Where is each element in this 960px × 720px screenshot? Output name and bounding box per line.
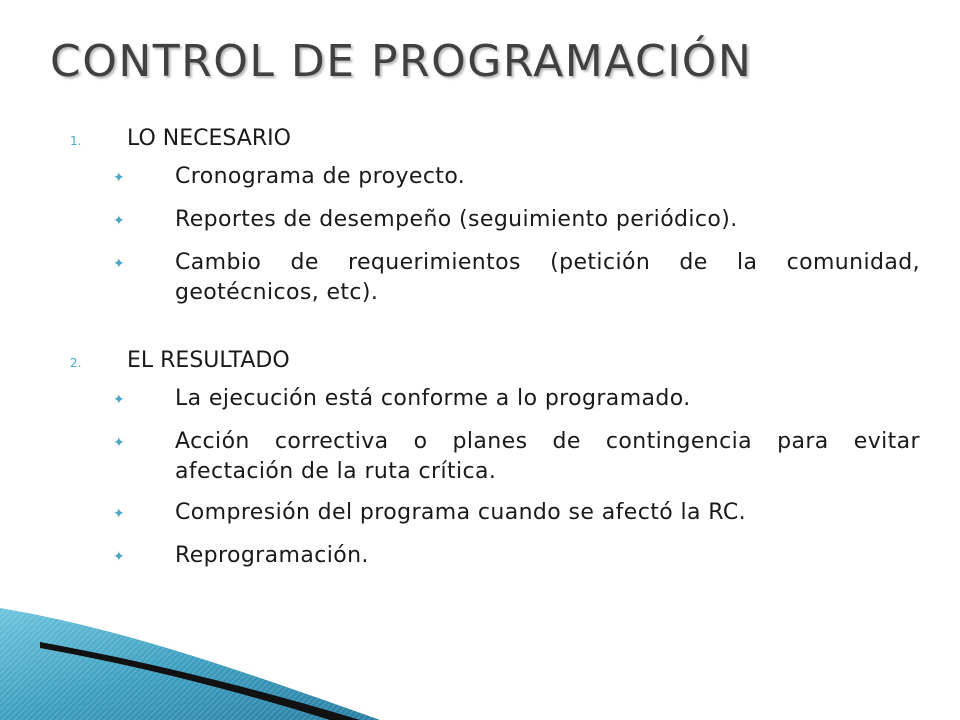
blue-swoosh-texture — [0, 608, 380, 720]
bullet-list — [70, 384, 920, 573]
bullet-icon: ✦ — [113, 549, 125, 565]
corner-decoration — [0, 560, 960, 720]
bullet-text: La ejecución está conforme a lo programado. — [175, 386, 691, 411]
bullet-text: Acción correctiva o planes de contingencia para evitar afectación de la ruta crítica. — [175, 429, 920, 484]
section-heading — [70, 126, 920, 151]
bullet-icon: ✦ — [113, 392, 125, 408]
bullet-icon: ✦ — [113, 256, 125, 272]
list-item — [70, 248, 920, 308]
bullet-icon: ✦ — [113, 506, 125, 522]
section-lo-necesario — [70, 126, 920, 308]
bullet-icon: ✦ — [113, 213, 125, 229]
bullet-icon: ✦ — [113, 435, 125, 451]
slide-content — [70, 126, 920, 599]
list-item — [70, 427, 920, 487]
slide-title: CONTROL DE PROGRAMACIÓN — [50, 36, 753, 87]
bullet-text: Reportes de desempeño (seguimiento periódico). — [175, 207, 738, 232]
bullet-text: Cronograma de proyecto. — [175, 164, 466, 189]
bullet-list — [70, 162, 920, 308]
list-item — [70, 384, 920, 416]
list-item — [70, 162, 920, 194]
bullet-text: Reprogramación. — [175, 543, 369, 568]
list-item — [70, 498, 920, 530]
section-number: 2. — [70, 356, 82, 370]
section-number: 1. — [70, 134, 82, 148]
section-label: EL RESULTADO — [127, 348, 290, 373]
section-heading — [70, 348, 920, 373]
bullet-text: Cambio de requerimientos (petición de la comunidad, geotécnicos, etc). — [175, 250, 920, 305]
bullet-icon: ✦ — [113, 170, 125, 186]
bullet-text: Compresión del programa cuando se afectó la RC. — [175, 500, 747, 525]
section-label: LO NECESARIO — [127, 126, 291, 151]
list-item — [70, 205, 920, 237]
section-el-resultado — [70, 348, 920, 573]
